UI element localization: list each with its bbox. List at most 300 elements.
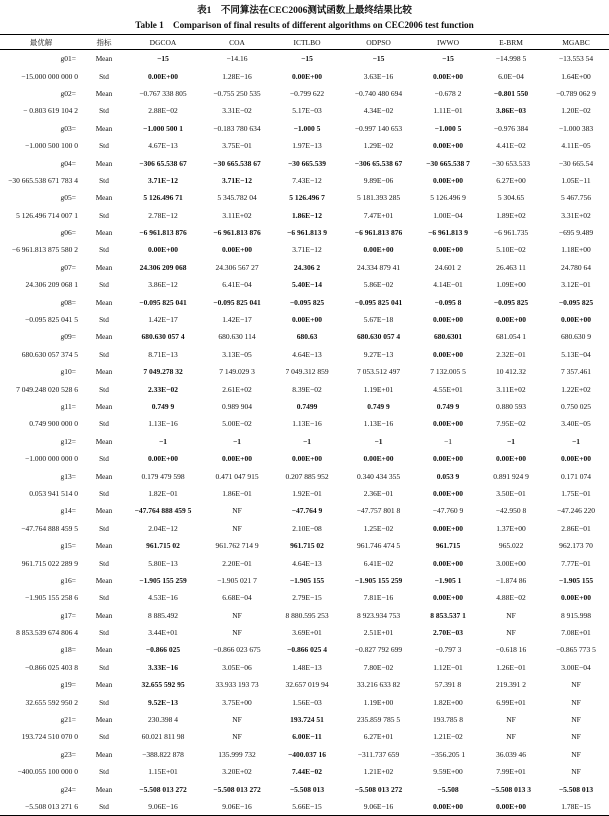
table-row (0, 572, 609, 589)
value-cell (126, 311, 200, 328)
metric-cell: Mean (95, 402, 113, 411)
value-cell (200, 241, 274, 258)
value-text: −0.976 384 (493, 123, 529, 133)
value-cell (340, 676, 417, 693)
value-text: 235.859 785 5 (356, 715, 401, 725)
value-text: 2.70E−03 (433, 628, 463, 638)
value-cell (200, 711, 274, 728)
value-cell (274, 346, 340, 363)
value-cell (479, 798, 543, 816)
optimum-cell: g09= (60, 332, 76, 342)
value-cell (126, 798, 200, 816)
value-cell (340, 67, 417, 84)
value-cell (479, 137, 543, 154)
value-text: −30 665.539 (287, 158, 327, 168)
table-row (0, 293, 609, 310)
optimum-cell: −6 961.813 875 580 2 (11, 245, 78, 255)
value-cell (126, 259, 200, 276)
value-text: 1.86E−01 (222, 488, 252, 498)
value-text: −14.16 (226, 54, 248, 64)
value-text: 3.75E−01 (222, 141, 252, 151)
value-text: 2.33E−02 (148, 384, 178, 394)
value-text: 2.32E−01 (496, 349, 526, 359)
value-cell (200, 328, 274, 345)
value-cell (200, 137, 274, 154)
value-cell (479, 398, 543, 415)
optimum-cell: 0.053 941 514 0 (29, 488, 78, 498)
value-cell (200, 728, 274, 745)
table-row (0, 763, 609, 780)
table-row (0, 398, 609, 415)
value-text: −0.789 062 9 (556, 88, 596, 98)
value-cell (417, 415, 479, 432)
value-cell (543, 485, 609, 502)
value-text: NF (506, 732, 516, 742)
value-text: 7.81E−16 (363, 593, 394, 603)
value-text: 5.40E−14 (292, 280, 322, 290)
metric-cell: Mean (95, 471, 113, 481)
optimum-cell: g12= (60, 436, 76, 446)
value-text: −0.095 825 041 (139, 297, 187, 307)
value-text: −30 665.54 (558, 158, 594, 168)
value-text: 8 915.998 (561, 610, 591, 620)
metric-cell: Mean (95, 645, 113, 655)
value-cell (543, 346, 609, 363)
value-cell (200, 67, 274, 84)
value-text: 0.00E+00 (433, 141, 463, 151)
optimum-cell: −1.000 500 100 0 (25, 141, 78, 151)
value-text: 0.053 9 (436, 471, 460, 481)
value-text: 1.19E+01 (363, 384, 394, 394)
value-text: 24.306 209 068 (139, 262, 187, 272)
header-optimum: 最优解 (0, 35, 82, 50)
table-row (0, 798, 609, 816)
value-text: 0.750 025 (561, 402, 591, 411)
value-cell (126, 120, 200, 137)
value-cell (479, 693, 543, 710)
value-text: 1.75E−01 (561, 488, 591, 498)
value-cell (479, 780, 543, 797)
value-cell (126, 693, 200, 710)
value-text: 0.00E+00 (148, 454, 178, 464)
table-row (0, 641, 609, 658)
value-text: −0.095 825 (558, 297, 594, 307)
value-cell (417, 311, 479, 328)
value-text: 0.00E+00 (222, 454, 252, 464)
value-text: NF (571, 767, 581, 777)
value-text: 1.92E−01 (292, 488, 322, 498)
value-text: −5.508 013 (289, 784, 325, 794)
value-cell (479, 728, 543, 745)
value-text: 24.780 64 (561, 262, 591, 272)
value-cell (543, 328, 609, 345)
value-cell (543, 589, 609, 606)
value-text: −1 (571, 436, 581, 446)
value-text: 4.64E−13 (292, 349, 322, 359)
value-text: −1.905 155 259 (354, 575, 403, 585)
value-text: 3.86E−03 (496, 106, 526, 116)
table-body (0, 50, 609, 816)
value-cell (200, 780, 274, 797)
value-text: −6 961.813 9 (287, 228, 327, 238)
value-text: 965.022 (498, 541, 524, 551)
value-cell (543, 415, 609, 432)
value-cell (340, 763, 417, 780)
optimum-cell: −0.866 025 403 8 (25, 662, 78, 672)
value-cell (274, 380, 340, 397)
metric-cell: Std (99, 767, 109, 777)
value-text: 3.11E+02 (496, 384, 526, 394)
value-cell (274, 154, 340, 171)
value-text: 9.06E−16 (148, 801, 178, 811)
value-text: 5 126.496 9 (430, 193, 466, 203)
value-text: −1.000 383 (558, 123, 594, 133)
value-cell (340, 415, 417, 432)
value-text: 4.88E−02 (496, 593, 526, 603)
metric-cell: Mean (95, 680, 113, 690)
table-row (0, 485, 609, 502)
value-text: −5.508 013 272 (354, 784, 403, 794)
value-cell (200, 50, 274, 68)
value-text: 1.11E−01 (433, 106, 463, 116)
value-cell (543, 398, 609, 415)
value-text: 4.41E−02 (496, 141, 526, 151)
metric-cell: Std (99, 349, 109, 359)
value-cell (274, 224, 340, 241)
value-text: 5.17E−03 (292, 106, 322, 116)
value-text: 8.39E−02 (292, 384, 322, 394)
value-cell (417, 398, 479, 415)
value-cell (340, 659, 417, 676)
value-text: 1.12E−01 (433, 662, 463, 672)
value-cell (479, 85, 543, 102)
value-cell (479, 502, 543, 519)
value-cell (543, 467, 609, 484)
table-row (0, 502, 609, 519)
value-text: 4.53E−16 (148, 593, 178, 603)
value-text: −30 665.538 67 (213, 158, 261, 168)
value-text: −0.755 250 535 (213, 88, 261, 98)
value-cell (340, 572, 417, 589)
value-text: 1.64E+00 (561, 71, 591, 81)
value-cell (340, 137, 417, 154)
value-cell (479, 207, 543, 224)
value-cell (274, 189, 340, 206)
value-text: 8 885.492 (148, 610, 178, 620)
value-text: −5.508 013 3 (491, 784, 531, 794)
value-text: 0.471 047 915 (215, 471, 259, 481)
value-text: 0.00E+00 (148, 245, 178, 255)
value-cell (126, 572, 200, 589)
value-cell (543, 207, 609, 224)
value-text: −1.874 86 (495, 575, 527, 585)
value-cell (543, 763, 609, 780)
optimum-cell: g05= (60, 193, 76, 203)
value-cell (200, 693, 274, 710)
value-text: 0.340 434 355 (356, 471, 401, 481)
optimum-cell: g21= (60, 715, 76, 725)
value-text: 1.56E−03 (292, 697, 322, 707)
value-cell (543, 102, 609, 119)
optimum-cell: g03= (60, 123, 76, 133)
value-text: 9.06E−16 (363, 801, 394, 811)
value-text: 7.99E+01 (496, 767, 526, 777)
value-text: 0.00E+00 (433, 454, 463, 464)
value-cell (417, 259, 479, 276)
value-cell (340, 624, 417, 641)
metric-cell: Std (99, 558, 109, 568)
metric-cell: Std (99, 315, 109, 325)
value-text: 5 126.496 7 (289, 193, 325, 203)
value-cell (417, 502, 479, 519)
value-text: 1.13E−16 (363, 419, 394, 429)
value-text: 1.21E−02 (433, 732, 463, 742)
value-cell (126, 589, 200, 606)
value-text: 33.933 193 73 (215, 680, 259, 690)
value-text: 681.054 1 (496, 332, 526, 342)
table-row (0, 659, 609, 676)
metric-cell: Mean (95, 297, 113, 307)
optimum-cell: g11= (60, 402, 76, 411)
value-cell (479, 346, 543, 363)
value-text: 3.40E−05 (561, 419, 591, 429)
value-cell (417, 728, 479, 745)
value-text: −47.757 801 8 (356, 506, 401, 516)
value-text: −6 961.813 876 (354, 228, 403, 238)
header-coa: COA (200, 35, 274, 50)
value-cell (543, 380, 609, 397)
header-iwwo: IWWO (417, 35, 479, 50)
value-cell (479, 224, 543, 241)
value-cell (417, 433, 479, 450)
value-cell (479, 624, 543, 641)
value-cell (274, 276, 340, 293)
value-text: 6.00E−11 (292, 732, 322, 742)
value-text: −0.866 025 (145, 645, 181, 655)
table-row (0, 589, 609, 606)
value-text: 5 345.782 04 (217, 193, 257, 203)
value-cell (417, 467, 479, 484)
value-cell (200, 746, 274, 763)
value-cell (200, 659, 274, 676)
value-text: 0.00E+00 (496, 454, 526, 464)
optimum-cell: g14= (60, 506, 76, 516)
value-text: 2.79E−15 (292, 593, 322, 603)
value-cell (126, 85, 200, 102)
value-cell (200, 572, 274, 589)
metric-cell: Mean (95, 436, 113, 446)
value-text: 0.749 9 (367, 402, 390, 411)
value-cell (274, 763, 340, 780)
value-cell (340, 693, 417, 710)
optimum-cell: g23= (60, 749, 76, 759)
value-text: 5.86E−02 (363, 280, 394, 290)
value-cell (200, 172, 274, 189)
value-text: 3.75E+00 (222, 697, 252, 707)
table-row (0, 137, 609, 154)
value-text: −0.866 025 4 (287, 645, 327, 655)
metric-cell: Std (99, 280, 109, 290)
value-cell (479, 450, 543, 467)
metric-cell: Std (99, 662, 109, 672)
value-cell (417, 554, 479, 571)
value-text: 3.69E+01 (292, 628, 322, 638)
value-text: 24.306 567 27 (215, 262, 259, 272)
value-cell (417, 276, 479, 293)
value-cell (479, 467, 543, 484)
value-cell (200, 589, 274, 606)
value-cell (340, 224, 417, 241)
value-cell (479, 520, 543, 537)
value-cell (126, 624, 200, 641)
value-cell (274, 120, 340, 137)
value-cell (200, 363, 274, 380)
value-cell (274, 363, 340, 380)
value-cell (417, 485, 479, 502)
value-cell (200, 450, 274, 467)
value-cell (543, 85, 609, 102)
metric-cell: Mean (95, 158, 113, 168)
value-cell (126, 328, 200, 345)
value-cell (126, 415, 200, 432)
value-text: 6.27E+00 (496, 175, 526, 185)
value-cell (274, 502, 340, 519)
value-cell (126, 607, 200, 624)
value-text: NF (232, 715, 242, 725)
value-text: 0.00E+00 (496, 801, 526, 811)
value-text: −1.905 155 (289, 575, 325, 585)
value-cell (417, 763, 479, 780)
value-cell (340, 485, 417, 502)
value-text: 7 357.461 (561, 367, 591, 377)
value-cell (543, 659, 609, 676)
value-cell (543, 311, 609, 328)
value-text: 0.7499 (296, 402, 318, 411)
value-text: NF (232, 628, 242, 638)
value-cell (543, 433, 609, 450)
value-cell (543, 363, 609, 380)
value-cell (200, 311, 274, 328)
value-cell (543, 572, 609, 589)
value-text: 0.00E+00 (433, 175, 463, 185)
value-cell (274, 485, 340, 502)
table-row (0, 189, 609, 206)
metric-cell: Std (99, 141, 109, 151)
header-ebrm: E-BRM (479, 35, 543, 50)
value-cell (200, 276, 274, 293)
metric-cell: Mean (95, 193, 113, 203)
value-text: −1 (158, 436, 168, 446)
value-text: −0.678 2 (434, 88, 462, 98)
value-text: 0.00E+00 (363, 454, 394, 464)
value-cell (543, 537, 609, 554)
value-text: 57.391 8 (434, 680, 462, 690)
value-text: 8 853.537 1 (430, 610, 466, 620)
value-text: 2.86E−01 (561, 523, 591, 533)
value-cell (126, 763, 200, 780)
value-cell (543, 120, 609, 137)
value-text: NF (571, 732, 581, 742)
value-text: 193.785 8 (433, 715, 463, 725)
value-text: −1.905 1 (434, 575, 462, 585)
value-text: 7 049.312 859 (285, 367, 329, 377)
value-text: 219.391 2 (496, 680, 526, 690)
value-cell (417, 711, 479, 728)
value-text: −1 (506, 436, 516, 446)
value-text: 6.27E+01 (363, 732, 394, 742)
header-dgcoa: DGCOA (126, 35, 200, 50)
value-text: 680.630 057 4 (141, 332, 185, 342)
value-text: 3.12E−01 (561, 280, 591, 290)
value-text: 7 132.005 5 (430, 367, 466, 377)
value-cell (126, 467, 200, 484)
value-cell (126, 398, 200, 415)
value-text: 3.00E−04 (561, 662, 591, 672)
value-cell (417, 328, 479, 345)
results-table (0, 34, 609, 816)
metric-cell: Std (82, 798, 126, 816)
table-row (0, 537, 609, 554)
value-text: 0.00E+00 (222, 245, 252, 255)
value-text: −1.905 155 (558, 575, 594, 585)
value-cell (543, 502, 609, 519)
value-text: −0.095 825 (493, 297, 529, 307)
value-cell (340, 172, 417, 189)
value-cell (200, 624, 274, 641)
value-cell (340, 259, 417, 276)
value-cell (543, 172, 609, 189)
optimum-cell: g08= (60, 297, 76, 307)
value-text: 9.59E+00 (433, 767, 463, 777)
value-cell (200, 433, 274, 450)
value-cell (479, 607, 543, 624)
metric-cell: Mean (95, 541, 113, 551)
value-cell (200, 554, 274, 571)
value-cell (417, 120, 479, 137)
table-row (0, 433, 609, 450)
value-cell (340, 467, 417, 484)
value-text: 0.00E+00 (433, 71, 463, 81)
value-cell (200, 607, 274, 624)
value-cell (274, 102, 340, 119)
value-cell (200, 502, 274, 519)
value-text: 1.20E−02 (561, 106, 591, 116)
value-cell (340, 433, 417, 450)
value-cell (340, 450, 417, 467)
value-cell (340, 276, 417, 293)
metric-cell: Mean (95, 123, 113, 133)
value-cell (340, 780, 417, 797)
value-cell (417, 346, 479, 363)
value-text: −0.866 023 675 (213, 645, 261, 655)
metric-cell: Std (99, 523, 109, 533)
value-text: 3.71E−12 (292, 245, 322, 255)
value-text: 961.746 474 5 (356, 541, 401, 551)
value-cell (417, 693, 479, 710)
value-text: 0.00E+00 (363, 245, 394, 255)
value-text: 1.09E+00 (496, 280, 526, 290)
value-cell (479, 50, 543, 68)
value-text: −6 961.813 876 (213, 228, 261, 238)
value-cell (417, 607, 479, 624)
value-text: 1.26E−01 (496, 662, 526, 672)
value-cell (274, 241, 340, 258)
value-text: 36.039 46 (496, 749, 526, 759)
value-cell (200, 346, 274, 363)
metric-cell: Std (99, 384, 109, 394)
value-text: 3.11E+02 (222, 210, 252, 220)
value-cell (126, 746, 200, 763)
